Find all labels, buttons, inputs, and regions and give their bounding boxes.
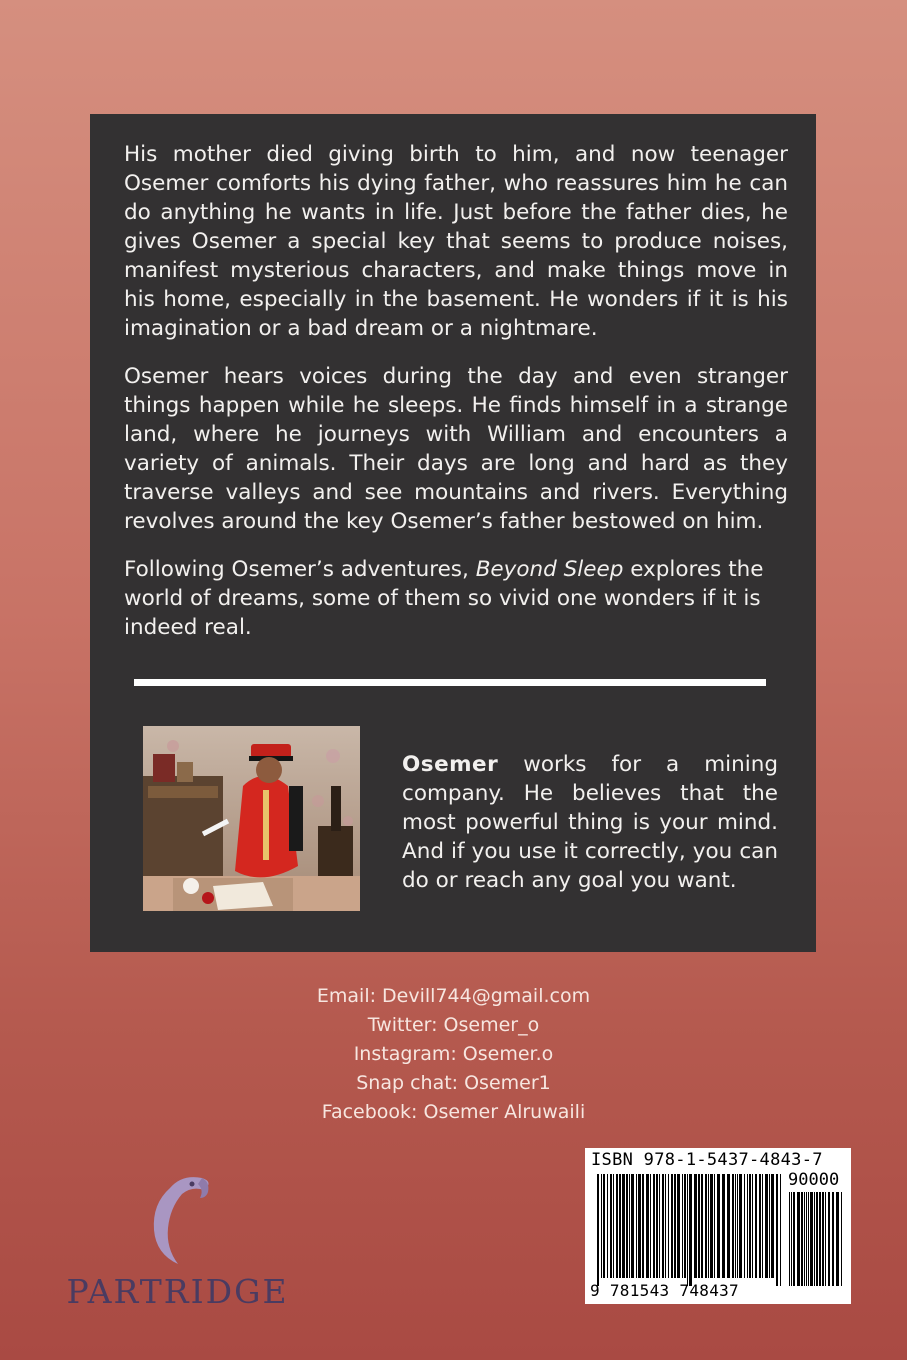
barcode-bar bbox=[603, 1174, 605, 1278]
addon-bar bbox=[801, 1192, 803, 1286]
barcode-bar bbox=[653, 1174, 655, 1278]
barcode-bar bbox=[659, 1174, 660, 1278]
barcode-bar bbox=[610, 1174, 612, 1278]
barcode-bar bbox=[629, 1174, 630, 1278]
addon-bar bbox=[797, 1192, 800, 1286]
addon-bar bbox=[822, 1192, 824, 1286]
addon-bar bbox=[836, 1192, 839, 1286]
back-cover-panel bbox=[90, 114, 816, 952]
barcode-bar bbox=[710, 1174, 713, 1278]
barcode-bar bbox=[671, 1174, 673, 1278]
barcode-addon-number: 90000 bbox=[788, 1170, 840, 1190]
barcode-bar bbox=[735, 1174, 736, 1278]
barcode-bar bbox=[694, 1174, 697, 1278]
barcode-bar bbox=[656, 1174, 658, 1278]
divider-line bbox=[134, 679, 766, 686]
barcode-bar bbox=[771, 1174, 774, 1278]
barcode-bar bbox=[682, 1174, 683, 1278]
blurb-paragraph-1: His mother died giving birth to him, and now teenager Osemer comforts his dying father, who reassures him he can do anything he wants in life. Just before the father dies, he gives Osemer a special key that seems to produce noises, manifest mysterious characters, and make things move in his home, especially in the basement. He wonders if it is his imagination or a bad dream or a nightmare. bbox=[124, 142, 788, 341]
addon-bar bbox=[825, 1192, 826, 1286]
author-bio bbox=[402, 750, 778, 895]
addon-bar bbox=[814, 1192, 815, 1286]
barcode-bar bbox=[744, 1174, 745, 1278]
barcode-bar bbox=[613, 1174, 614, 1278]
barcode-bar bbox=[636, 1174, 637, 1278]
barcode-bar bbox=[717, 1174, 720, 1278]
barcode-bar bbox=[616, 1174, 618, 1278]
blurb-paragraph-2: Osemer hears voices during the day and even stranger things happen while he sleeps. He finds himself in a strange land, where he journeys with William and encounters a variety of animals. Their days are long and hard as they traverse valleys and see mountains and rivers. Everything revolves around the key Osemer’s father bestowed on him. bbox=[124, 364, 788, 534]
barcode-bar bbox=[601, 1174, 602, 1278]
barcode-bar bbox=[737, 1174, 738, 1278]
barcode-bar bbox=[665, 1174, 666, 1278]
barcode-bar bbox=[776, 1174, 778, 1286]
barcode-bar bbox=[727, 1174, 730, 1278]
addon-bar bbox=[810, 1192, 813, 1286]
contact-snapchat: Snap chat: Osemer1 bbox=[356, 1072, 551, 1094]
addon-bar bbox=[816, 1192, 818, 1286]
author-bio-text: works for a mining company. He believes that the most powerful thing is your mind. And if you use it correctly, you can do or reach any goal you want. bbox=[402, 752, 778, 893]
addon-bar bbox=[828, 1192, 830, 1286]
addon-bar bbox=[832, 1192, 834, 1286]
contact-twitter: Twitter: Osemer_o bbox=[367, 1014, 540, 1036]
addon-bar bbox=[791, 1192, 792, 1286]
contact-email: Email: Devill744@gmail.com bbox=[316, 985, 591, 1007]
blurb-paragraph-3 bbox=[124, 555, 788, 642]
isbn-barcode bbox=[585, 1148, 851, 1304]
barcode-bar bbox=[650, 1174, 651, 1278]
barcode-bar bbox=[638, 1174, 641, 1278]
blurb-p3-end: explores the world of dreams, some of them so vivid one wonders if it is indeed real. bbox=[124, 557, 764, 640]
barcode-bar bbox=[698, 1174, 700, 1278]
barcode-bar bbox=[687, 1174, 688, 1286]
barcode-bar bbox=[749, 1174, 751, 1278]
barcode-bar bbox=[708, 1174, 709, 1278]
addon-bar bbox=[806, 1192, 807, 1286]
contact-facebook: Facebook: Osemer Alruwaili bbox=[321, 1101, 586, 1123]
book-blurb bbox=[124, 140, 788, 661]
barcode-bar bbox=[714, 1174, 715, 1278]
barcode-bar bbox=[739, 1174, 742, 1278]
addon-bar bbox=[841, 1192, 842, 1286]
barcode-bar bbox=[752, 1174, 753, 1278]
publisher-name: PARTRIDGE bbox=[66, 1272, 289, 1311]
addon-bar bbox=[804, 1192, 805, 1286]
barcode-bar bbox=[626, 1174, 628, 1278]
contact-info bbox=[0, 982, 907, 1127]
barcode-digits: 9 781543 748437 bbox=[590, 1281, 739, 1300]
barcode-bar bbox=[722, 1174, 725, 1278]
addon-bar bbox=[808, 1192, 809, 1286]
book-title: Beyond Sleep bbox=[475, 557, 624, 582]
barcode-bar bbox=[642, 1174, 644, 1278]
barcode-bar bbox=[755, 1174, 757, 1278]
author-photo bbox=[143, 726, 360, 911]
addon-bar bbox=[789, 1192, 790, 1286]
blurb-p3-start: Following Osemer’s adventures, bbox=[124, 557, 476, 582]
barcode-bar bbox=[677, 1174, 680, 1278]
barcode-bar bbox=[674, 1174, 676, 1278]
contact-instagram: Instagram: Osemer.o bbox=[353, 1043, 554, 1065]
barcode-bar bbox=[684, 1174, 686, 1278]
barcode-bar bbox=[759, 1174, 761, 1278]
publisher-logo bbox=[52, 1168, 302, 1318]
barcode-bar bbox=[607, 1174, 608, 1278]
barcode-bar bbox=[701, 1174, 703, 1278]
barcode-bar bbox=[747, 1174, 748, 1278]
addon-bar bbox=[819, 1192, 821, 1286]
barcode-bar bbox=[732, 1174, 734, 1278]
isbn-label: ISBN 978-1-5437-4843-7 bbox=[591, 1150, 823, 1170]
barcode-bar bbox=[668, 1174, 669, 1278]
barcode-bar bbox=[769, 1174, 770, 1278]
barcode-bar bbox=[780, 1174, 781, 1286]
barcode-bar bbox=[619, 1174, 621, 1278]
barcode-bar bbox=[689, 1174, 692, 1286]
author-name: Osemer bbox=[402, 752, 499, 777]
barcode-bar bbox=[765, 1174, 768, 1278]
barcode-bar bbox=[762, 1174, 763, 1278]
barcode-bar bbox=[622, 1174, 625, 1278]
barcode-bar bbox=[662, 1174, 664, 1278]
barcode-bar bbox=[631, 1174, 634, 1278]
parrot-logo-icon bbox=[52, 1168, 302, 1268]
addon-bar bbox=[793, 1192, 795, 1286]
barcode-bar bbox=[597, 1174, 599, 1286]
barcode-bar bbox=[705, 1174, 707, 1278]
barcode-bar bbox=[646, 1174, 649, 1278]
